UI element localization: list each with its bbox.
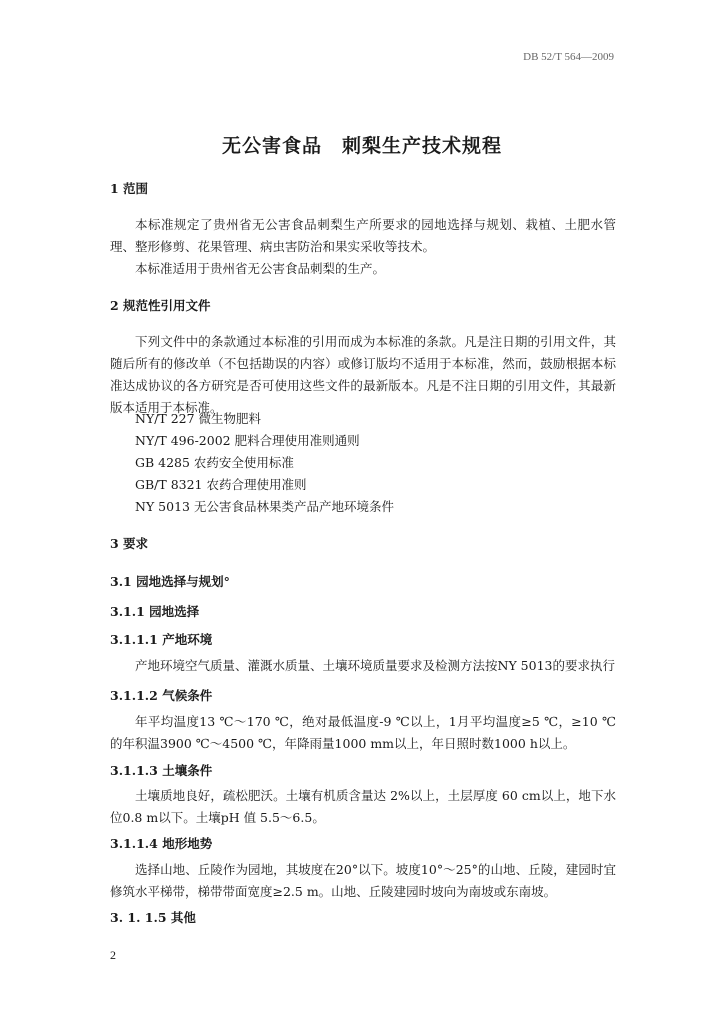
- section-3-heading: 3 要求: [110, 536, 149, 551]
- section-3-1-1-2-paragraph: 年平均温度13 ℃～170 ℃，绝对最低温度-9 ℃以上，1月平均温度≥5 ℃，≥10 ℃的年积温3900 ℃～4500 ℃，年降雨量1000 mm以上，年日照时数1000 h以上。: [110, 714, 616, 751]
- reference-item: NY/T 227 微生物肥料: [135, 411, 262, 426]
- section-3-1-1-2-heading: 3.1.1.2 气候条件: [110, 688, 213, 703]
- section-3-1-1-3-heading: 3.1.1.3 土壤条件: [110, 763, 213, 778]
- reference-item: GB 4285 农药安全使用标准: [135, 455, 294, 470]
- section-3-1-1-4-heading: 3.1.1.4 地形地势: [110, 836, 213, 851]
- section-3-1-1-5-heading: 3. 1. 1.5 其他: [110, 910, 196, 925]
- section-3-1-1-4-paragraph: 选择山地、丘陵作为园地，其坡度在20°以下。坡度10°～25°的山地、丘陵，建园时宜修筑水平梯带，梯带带面宽度≥2.5 m。山地、丘陵建园时坡向为南坡或东南坡。: [110, 862, 616, 899]
- section-2-heading: 2 规范性引用文件: [110, 298, 211, 313]
- section-3-1-1-1-heading: 3.1.1.1 产地环境: [110, 632, 213, 647]
- section-1-paragraph-2: 本标准适用于贵州省无公害食品刺梨的生产。: [135, 261, 386, 276]
- page-title: 无公害食品 刺梨生产技术规程: [221, 135, 502, 157]
- reference-item: NY/T 496-2002 肥料合理使用准则通则: [135, 433, 360, 448]
- section-3-1-1-3-paragraph: 土壤质地良好，疏松肥沃。土壤有机质含量达 2%以上，土层厚度 60 cm以上，地下水位0.8 m以下。土壤pH 值 5.5～6.5。: [110, 788, 616, 825]
- section-3-1-1-1-paragraph: 产地环境空气质量、灌溉水质量、土壤环境质量要求及检测方法按NY 5013的要求执行: [135, 658, 615, 673]
- section-1-paragraph-1: 本标准规定了贵州省无公害食品刺梨生产所要求的园地选择与规划、栽植、土肥水管理、整形修剪、花果管理、病虫害防治和果实采收等技术。: [110, 217, 616, 254]
- section-3-1-heading: 3.1 园地选择与规划°: [110, 574, 230, 589]
- page-number: 2: [110, 948, 116, 962]
- reference-item: GB/T 8321 农药合理使用准则: [135, 477, 307, 492]
- section-3-1-1-heading: 3.1.1 园地选择: [110, 604, 200, 619]
- reference-item: NY 5013 无公害食品林果类产品产地环境条件: [135, 499, 394, 514]
- section-2-paragraph-1: 下列文件中的条款通过本标准的引用而成为本标准的条款。凡是注日期的引用文件，其随后所有的修改单（不包括勘误的内容）或修订版均不适用于本标准，然而，鼓励根据本标准达成协议的各方研究是否可使用这些文件的最新版本。凡是不注日期的引用文件，其最新版本适用于本标准。: [110, 334, 616, 415]
- section-1-heading: 1 范围: [110, 181, 149, 196]
- doc-code-header: DB 52/T 564—2009: [523, 51, 614, 63]
